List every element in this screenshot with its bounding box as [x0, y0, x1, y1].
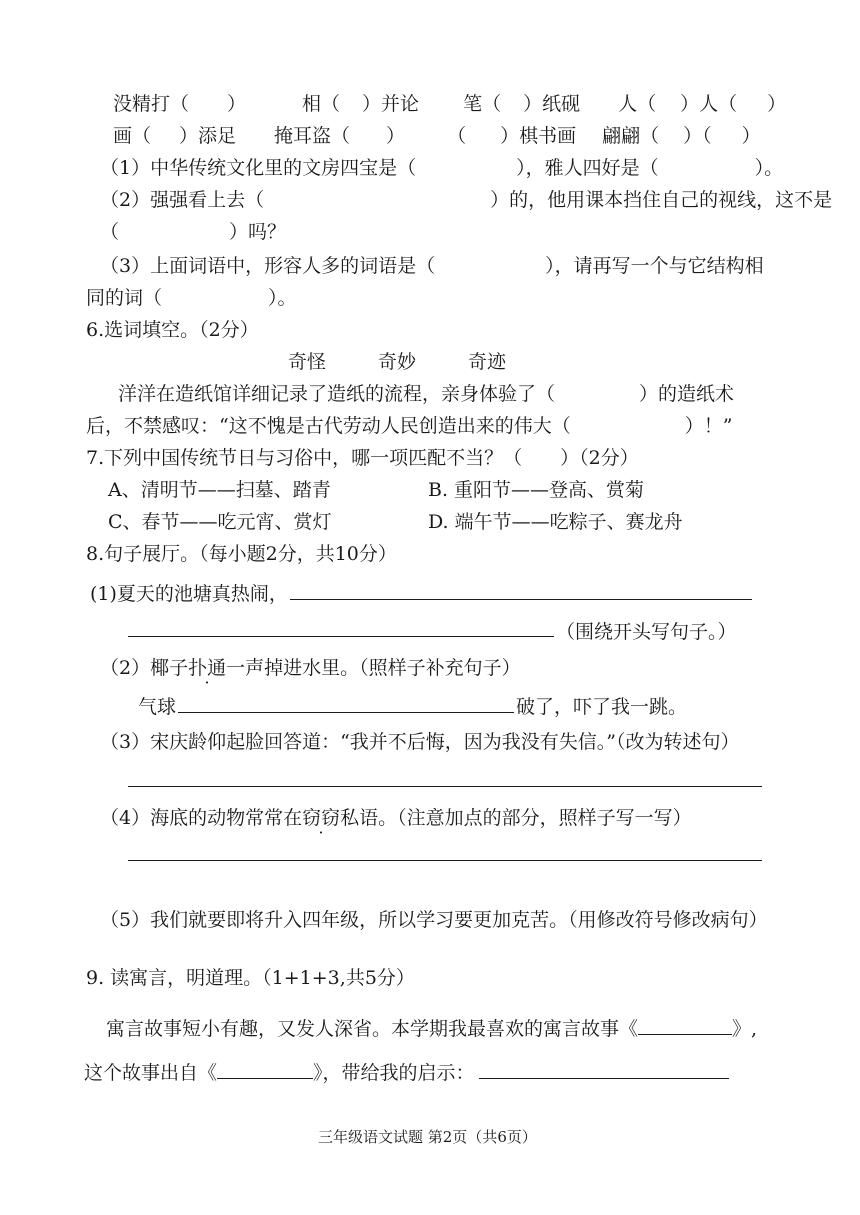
idiom-text: 画（: [113, 125, 152, 147]
q6-paragraph-line-2: 后，不禁感叹：“这不愧是古代劳动人民创造出来的伟大（ ）！”: [86, 415, 733, 437]
idiom-text: 人（: [618, 93, 657, 115]
idiom-text: ）: [767, 93, 787, 115]
idiom-text: ）棋书画: [500, 125, 577, 147]
q9-paragraph-line-1: 寓言故事短小有趣，又发人深省。本学期我最喜欢的寓言故事《 》,: [106, 1018, 758, 1040]
idiom-text: 翩翩（: [602, 125, 660, 147]
answer-line[interactable]: [217, 1060, 313, 1079]
q7-option-b: B. 重阳节——登高、赏菊: [428, 479, 645, 501]
answer-line[interactable]: [128, 860, 762, 861]
idiom-row-2: [113, 124, 761, 148]
idiom-row-1: [113, 92, 786, 116]
answer-line[interactable]: [290, 599, 752, 600]
dotted-word: 扑通: [188, 657, 227, 679]
answer-line[interactable]: [128, 786, 762, 787]
word-choice: 奇妙: [378, 351, 417, 373]
q7-title: 7.下列中国传统节日与习俗中，哪一项匹配不当？（ ）（2分）: [86, 447, 639, 469]
q5-sub-2-cont: （ ）吗？: [100, 221, 287, 243]
idiom-text: ）: [386, 125, 406, 147]
answer-line[interactable]: [638, 1016, 732, 1035]
answer-line[interactable]: [178, 694, 514, 713]
idiom-text: 笔（: [463, 93, 502, 115]
answer-line[interactable]: [479, 1060, 729, 1079]
idiom-text: ）: [227, 93, 247, 115]
idiom-text: 没精打（: [113, 93, 190, 115]
q7-option-c: C、春节——吃元宵、赏灯: [108, 511, 332, 533]
page-footer: 三年级语文试题 第2页（共6页）: [318, 1128, 537, 1146]
q9-paragraph-line-2: 这个故事出自《 》，带给我的启示：: [84, 1060, 729, 1085]
idiom-text: ）: [741, 125, 761, 147]
q8-sub-1: (1)夏天的池塘真热闹，: [90, 583, 288, 605]
q9-title: 9. 读寓言，明道理。（1+1+3,共5分）: [86, 967, 415, 989]
idiom-text: 相（: [302, 93, 341, 115]
q8-sub-2: （2）椰子扑通一声掉进水里。（照样子补充句子）: [100, 657, 521, 679]
answer-line[interactable]: [128, 636, 554, 637]
q6-paragraph-line-1: 洋洋在造纸馆详细记录了造纸的流程，亲身体验了（ ）的造纸术: [118, 383, 735, 405]
q5-sub-3: （3）上面词语中，形容人多的词语是（ ），请再写一个与它结构相: [100, 255, 764, 277]
word-choice: 奇迹: [468, 351, 507, 373]
q8-sub-5: （5）我们就要即将升入四年级，所以学习要更加克苦。（用修改符号修改病句）: [100, 909, 768, 931]
q8-sub-4: （4）海底的动物常常在窃窃私语。（注意加点的部分，照样子写一写）: [100, 807, 692, 829]
q5-sub-1: （1）中华传统文化里的文房四宝是（ ），雅人四好是（ ）。: [100, 157, 784, 179]
idiom-text: ）纸砚: [523, 93, 581, 115]
q5-sub-3-cont: 同的词（ ）。: [86, 287, 297, 309]
q7-option-a: A、清明节——扫墓、踏青: [108, 479, 331, 501]
idiom-text: ）并论: [362, 93, 420, 115]
q8-sub-2-fill: 气球 破了，吓了我一跳。: [138, 696, 688, 718]
q6-title: 6.选词填空。（2分）: [86, 319, 259, 341]
idiom-text: 掩耳盗（: [274, 125, 351, 147]
idiom-text: ）（: [683, 125, 712, 147]
idiom-text: ）人（: [680, 93, 738, 115]
word-choice: 奇怪: [288, 351, 327, 373]
q5-sub-2: （2）强强看上去（ ）的，他用课本挡住自己的视线，这不是: [100, 189, 833, 211]
q8-sub-3: （3）宋庆龄仰起脸回答道：“我并不后悔，因为我没有失信。”（改为转述句）: [100, 731, 740, 753]
idiom-text: （: [447, 125, 467, 147]
q8-sub-1-hint: （围绕开头写句子。）: [556, 621, 737, 643]
idiom-text: ）添足: [179, 125, 237, 147]
q8-title: 8.句子展厅。（每小题2分，共10分）: [86, 543, 397, 565]
q6-word-choices: [288, 350, 506, 374]
q7-option-d: D. 端午节——吃粽子、赛龙舟: [428, 511, 683, 533]
dotted-word: 窃窃: [302, 807, 341, 829]
